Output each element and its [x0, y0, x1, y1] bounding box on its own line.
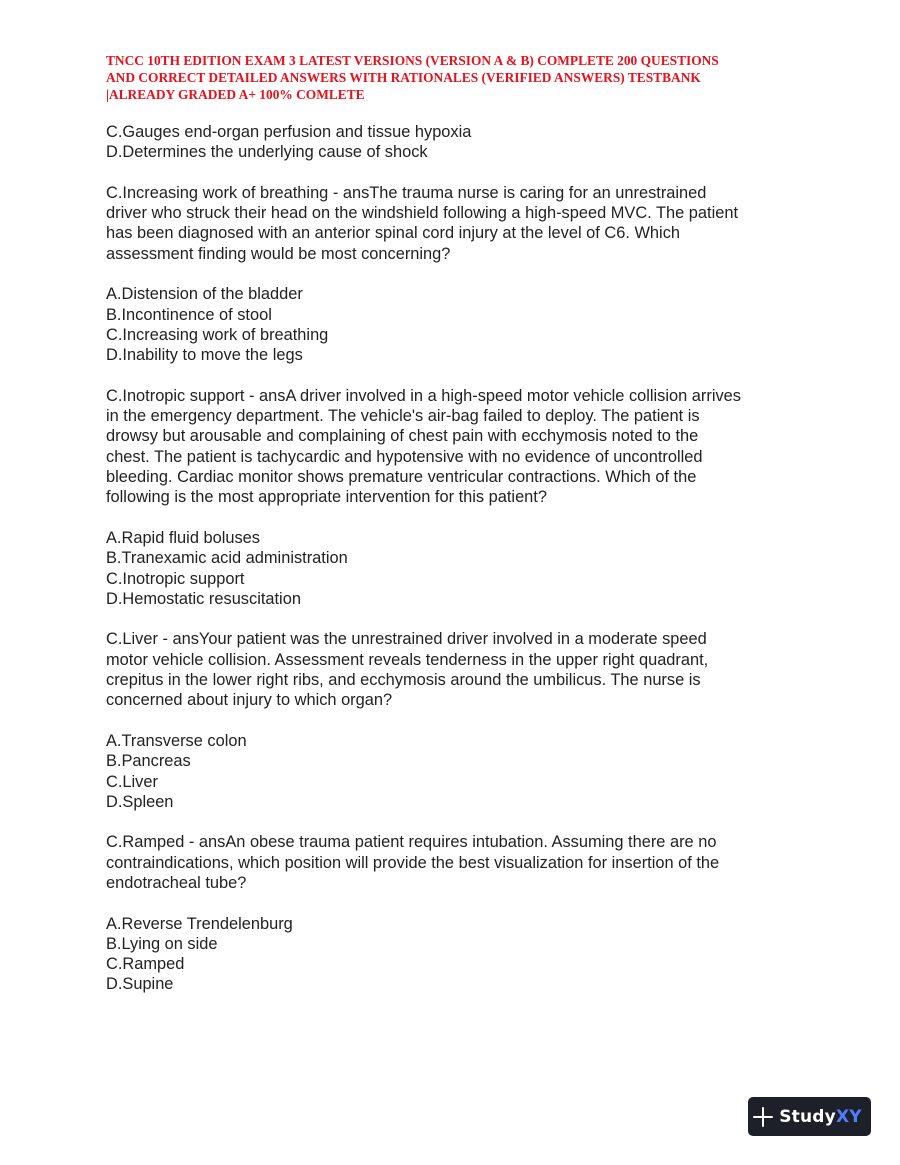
text-line: assessment finding would be most concerning?: [106, 244, 451, 263]
text-line: C.Inotropic support: [106, 569, 245, 588]
text-line: C.Ramped - ansAn obese trauma patient requires intubation. Assuming there are no: [106, 833, 717, 852]
brand-name-accent: XY: [835, 1106, 862, 1127]
text-line: B.Tranexamic acid administration: [106, 549, 348, 568]
text-line: crepitus in the lower right ribs, and ecchymosis around the umbilicus. The nurse is: [106, 671, 701, 690]
question-block: [106, 386, 826, 508]
question-block: [106, 629, 826, 710]
title-line: TNCC 10TH EDITION EXAM 3 LATEST VERSIONS (VERSION A & B) COMPLETE 200 QUESTIONS: [106, 53, 719, 68]
text-line: C.Liver - ansYour patient was the unrestrained driver involved in a moderate speed: [106, 630, 707, 649]
text-line: D.Spleen: [106, 792, 174, 811]
text-line: A.Reverse Trendelenburg: [106, 914, 293, 933]
answer-options-block: [106, 528, 826, 609]
plus-icon: [753, 1107, 773, 1127]
brand-logo-text: [779, 1107, 862, 1127]
answer-options-block: [106, 284, 826, 365]
text-line: endotracheal tube?: [106, 873, 247, 892]
text-line: drowsy but arousable and complaining of chest pain with ecchymosis noted to the: [106, 427, 699, 446]
text-line: motor vehicle collision. Assessment reveals tenderness in the upper right quadrant,: [106, 650, 709, 669]
text-line: driver who struck their head on the windshield following a high-speed MVC. The patient: [106, 204, 738, 223]
text-line: C.Increasing work of breathing: [106, 325, 329, 344]
text-line: A.Rapid fluid boluses: [106, 528, 260, 547]
text-line: A.Distension of the bladder: [106, 285, 303, 304]
question-block: [106, 183, 826, 264]
text-line: D.Supine: [106, 975, 174, 994]
answer-options-block: [106, 731, 826, 812]
document-body: [106, 122, 826, 1015]
text-line: concerned about injury to which organ?: [106, 691, 393, 710]
studyxy-badge[interactable]: [748, 1097, 871, 1136]
text-line: following is the most appropriate intervention for this patient?: [106, 488, 547, 507]
text-line: bleeding. Cardiac monitor shows premature ventricular contractions. Which of the: [106, 468, 697, 487]
document-title: [106, 52, 806, 103]
text-line: in the emergency department. The vehicle's air-bag failed to deploy. The patient is: [106, 407, 700, 426]
text-line: has been diagnosed with an anterior spinal cord injury at the level of C6. Which: [106, 224, 681, 243]
text-line: B.Pancreas: [106, 752, 191, 771]
text-line: B.Lying on side: [106, 934, 218, 953]
text-line: D.Inability to move the legs: [106, 346, 303, 365]
question-block: [106, 832, 826, 893]
title-line: AND CORRECT DETAILED ANSWERS WITH RATIONALES (VERIFIED ANSWERS) TESTBANK: [106, 70, 701, 85]
text-line: C.Increasing work of breathing - ansThe trauma nurse is caring for an unrestrained: [106, 183, 707, 202]
text-line: C.Liver: [106, 772, 158, 791]
text-line: D.Determines the underlying cause of shock: [106, 143, 428, 162]
text-line: B.Incontinence of stool: [106, 305, 272, 324]
title-line: |ALREADY GRADED A+ 100% COMLETE: [106, 87, 365, 102]
text-line: C.Gauges end-organ perfusion and tissue hypoxia: [106, 123, 472, 141]
answer-options-block: [106, 914, 826, 995]
answer-options-block: [106, 122, 826, 163]
text-line: A.Transverse colon: [106, 731, 247, 750]
text-line: chest. The patient is tachycardic and hypotensive with no evidence of uncontrolled: [106, 447, 703, 466]
text-line: contraindications, which position will provide the best visualization for insertion of the: [106, 853, 720, 872]
text-line: C.Inotropic support - ansA driver involved in a high-speed motor vehicle collision arrives: [106, 386, 741, 405]
text-line: D.Hemostatic resuscitation: [106, 589, 301, 608]
text-line: C.Ramped: [106, 955, 185, 974]
brand-name: Study: [779, 1106, 836, 1127]
